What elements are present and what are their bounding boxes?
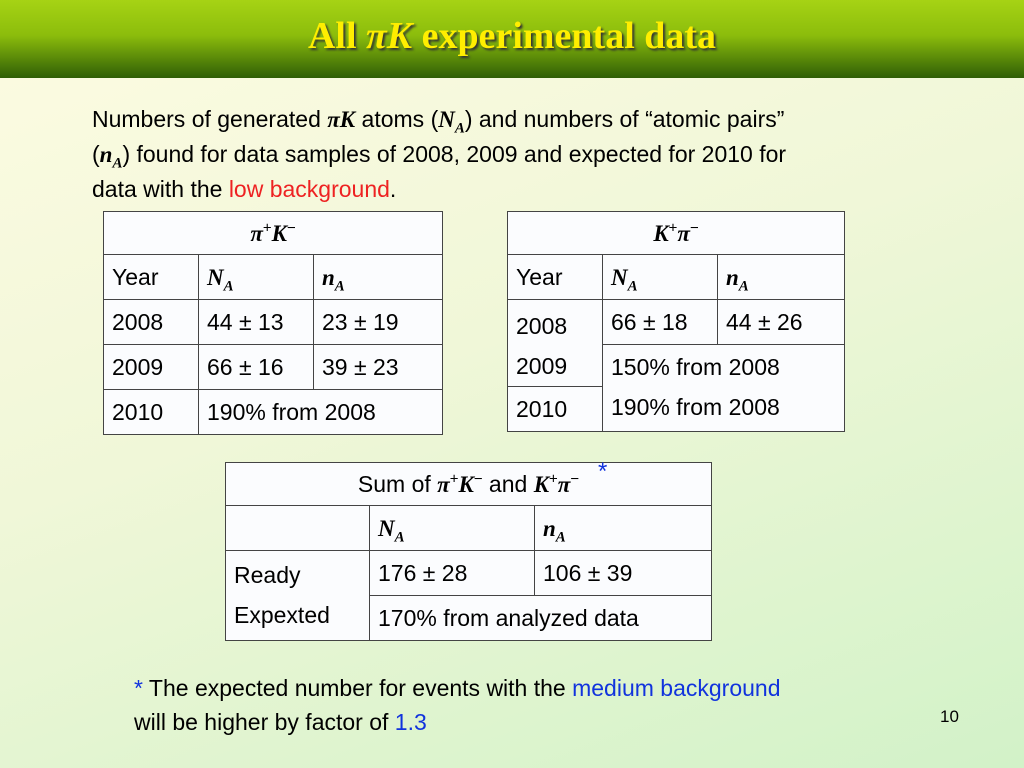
intro-paragraph	[92, 102, 812, 206]
na-symbol: N	[207, 264, 224, 290]
cell-year: 2008	[104, 300, 199, 345]
footnote-text: The expected number for events with the	[142, 675, 573, 701]
intro-na: N	[438, 107, 455, 132]
na-sub: A	[394, 529, 405, 546]
charge: +	[668, 218, 678, 236]
slide-number: 10	[940, 707, 959, 726]
cell-year: 2009	[516, 353, 568, 379]
na-symbol: n	[543, 515, 556, 541]
table-row	[104, 345, 443, 390]
symbol: K	[458, 471, 474, 497]
cell-expected: 170% from analyzed data	[370, 596, 712, 641]
title-suffix: experimental data	[412, 15, 717, 57]
header-text: Sum of	[357, 470, 438, 497]
symbol: π	[677, 220, 690, 246]
symbol: K	[533, 471, 550, 497]
symbol: π	[250, 220, 263, 246]
cell-na: 66 ± 18	[603, 300, 718, 345]
col-header-na	[199, 255, 314, 300]
cell-year: 2010	[104, 390, 199, 435]
cell-na: 176 ± 28	[370, 551, 535, 596]
cell-na-small: 39 ± 23	[314, 345, 443, 390]
cell-na: 44 ± 13	[199, 300, 314, 345]
cell-na-small: 106 ± 39	[535, 551, 712, 596]
col-header-na	[603, 255, 718, 300]
charge: −	[689, 218, 699, 236]
charge: +	[449, 469, 459, 487]
cell-na-small: 23 ± 19	[314, 300, 443, 345]
charge: +	[549, 469, 558, 487]
charge: −	[473, 469, 483, 487]
cell-note: 150% from 2008	[611, 354, 780, 380]
symbol: K	[653, 220, 669, 246]
footnote-star: *	[134, 675, 143, 701]
intro-text: Numbers of generated	[92, 106, 328, 132]
cell-year-stack	[508, 300, 603, 387]
header-text: and	[482, 470, 534, 497]
table-header	[226, 463, 712, 506]
col-header-na	[370, 506, 535, 551]
na-symbol: N	[611, 264, 628, 290]
na-sub: A	[334, 278, 345, 295]
label-ready: Ready	[234, 562, 301, 588]
intro-na-small-sub: A	[112, 155, 123, 172]
intro-na-small: n	[99, 142, 113, 167]
charge: −	[286, 218, 296, 236]
footnote-text: will be higher by factor of	[134, 709, 395, 735]
col-header-year: Year	[508, 255, 603, 300]
intro-pik: πK	[327, 107, 356, 132]
intro-na-sub: A	[454, 120, 465, 137]
symbol: π	[557, 471, 571, 497]
charge: −	[570, 469, 580, 487]
low-background-highlight: low background	[228, 176, 390, 202]
cell-na: 66 ± 16	[199, 345, 314, 390]
intro-text: ) found for data samples of 2008, 2009 and expected for 2010 for data with the	[92, 141, 787, 202]
table-header	[104, 212, 443, 255]
cell-label-stack	[226, 551, 370, 641]
na-sub: A	[738, 278, 749, 295]
table-k-plus-pi-minus	[507, 211, 845, 432]
slide-title	[0, 14, 1024, 58]
asterisk-marker: *	[598, 458, 608, 485]
label-expected: Expexted	[234, 602, 330, 628]
table-row	[508, 300, 845, 345]
na-sub: A	[627, 278, 638, 295]
na-sub: A	[555, 529, 566, 546]
title-prefix: All	[307, 15, 366, 57]
cell-note: 190% from 2008	[611, 394, 780, 420]
intro-text: .	[389, 176, 397, 202]
charge: +	[262, 218, 272, 236]
cell-year: 2009	[104, 345, 199, 390]
table-row	[104, 300, 443, 345]
table-pi-plus-k-minus	[103, 211, 443, 435]
cell-note: 190% from 2008	[199, 390, 443, 435]
col-header-na-small	[535, 506, 712, 551]
symbol: π	[437, 471, 450, 497]
table-row	[226, 551, 712, 596]
cell-year: 2008	[516, 313, 568, 339]
intro-text: ) and numbers of “atomic pairs” (	[92, 106, 785, 167]
intro-text: atoms (	[355, 106, 439, 132]
na-sub: A	[223, 278, 234, 295]
cell-note-stack	[603, 345, 845, 432]
table-sum	[225, 462, 712, 641]
na-symbol: n	[322, 264, 335, 290]
col-header-na-small	[718, 255, 845, 300]
na-symbol: N	[378, 515, 395, 541]
col-header-year: Year	[104, 255, 199, 300]
col-header-na-small	[314, 255, 443, 300]
cell-year: 2010	[508, 387, 603, 432]
medium-background-highlight: medium background	[572, 675, 781, 701]
table-header	[508, 212, 845, 255]
na-symbol: n	[726, 264, 739, 290]
factor-value: 1.3	[394, 709, 427, 735]
title-bar	[0, 0, 1024, 78]
col-header-empty	[226, 506, 370, 551]
cell-na-small: 44 ± 26	[718, 300, 845, 345]
symbol: K	[271, 220, 287, 246]
title-symbol: πK	[366, 15, 413, 57]
footnote	[134, 671, 954, 739]
table-row	[104, 390, 443, 435]
